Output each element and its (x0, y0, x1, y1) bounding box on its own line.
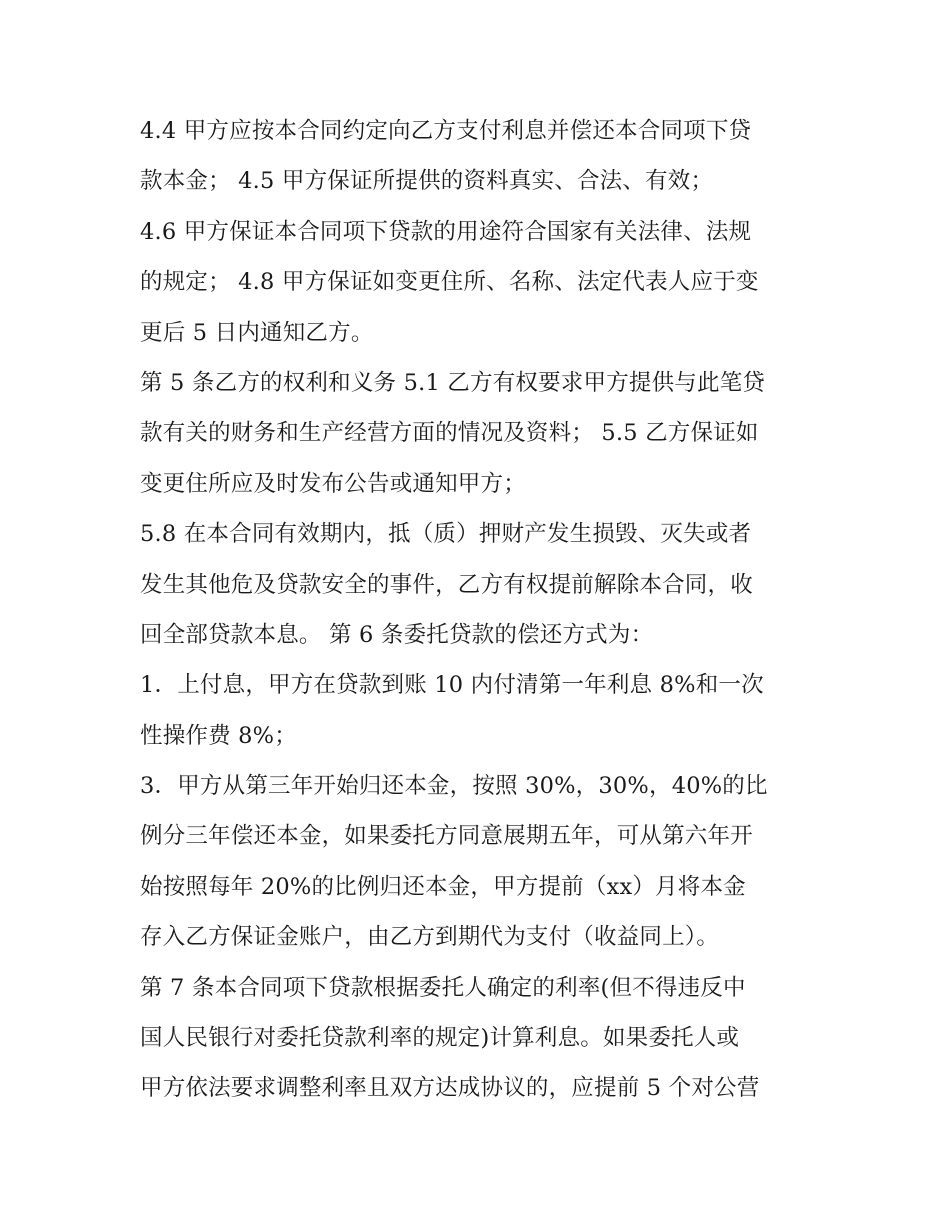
text-line: 的规定； 4.8 甲方保证如变更住所、名称、法定代表人应于变 (140, 269, 759, 296)
text-line: 4.6 甲方保证本合同项下贷款的用途符合国家有关法律、法规 (140, 218, 752, 245)
text-line: 第 7 条本合同项下贷款根据委托人确定的利率(但不得违反中 (140, 974, 746, 1001)
text-line: 例分三年偿还本金，如果委托方同意展期五年，可从第六年开 (140, 823, 753, 850)
text-line: 变更住所应及时发布公告或通知甲方； (140, 470, 526, 497)
text-line: 款有关的财务和生产经营方面的情况及资料； 5.5 乙方保证如 (140, 420, 759, 447)
text-line: 1．上付息，甲方在贷款到账 10 内付清第一年利息 8%和一次 (140, 672, 764, 699)
text-line: 5.8 在本合同有效期内，抵（质）押财产发生损毁、灭失或者 (140, 521, 752, 548)
text-line: 3．甲方从第三年开始归还本金，按照 30%，30%，40%的比 (140, 773, 768, 800)
text-line: 存入乙方保证金账户，由乙方到期代为支付（收益同上）。 (140, 924, 719, 951)
text-line: 甲方依法要求调整利率且双方达成协议的，应提前 5 个对公营 (140, 1075, 760, 1102)
text-line: 国人民银行对委托贷款利率的规定)计算利息。如果委托人或 (140, 1025, 740, 1052)
document-body (140, 106, 830, 1114)
text-line: 发生其他危及贷款安全的事件，乙方有权提前解除本合同，收 (140, 571, 753, 598)
text-line: 第 5 条乙方的权利和义务 5.1 乙方有权要求甲方提供与此笔贷 (140, 369, 766, 396)
text-line: 性操作费 8%； (140, 722, 297, 749)
text-line: 款本金； 4.5 甲方保证所提供的资料真实、合法、有效； (140, 168, 714, 195)
text-line: 始按照每年 20%的比例归还本金，甲方提前（xx）月将本金 (140, 873, 746, 900)
text-line: 更后 5 日内通知乙方。 (140, 319, 374, 346)
text-line: 4.4 甲方应按本合同约定向乙方支付利息并偿还本合同项下贷 (140, 118, 752, 144)
text-line: 回全部贷款本息。 第 6 条委托贷款的偿还方式为： (140, 621, 654, 648)
